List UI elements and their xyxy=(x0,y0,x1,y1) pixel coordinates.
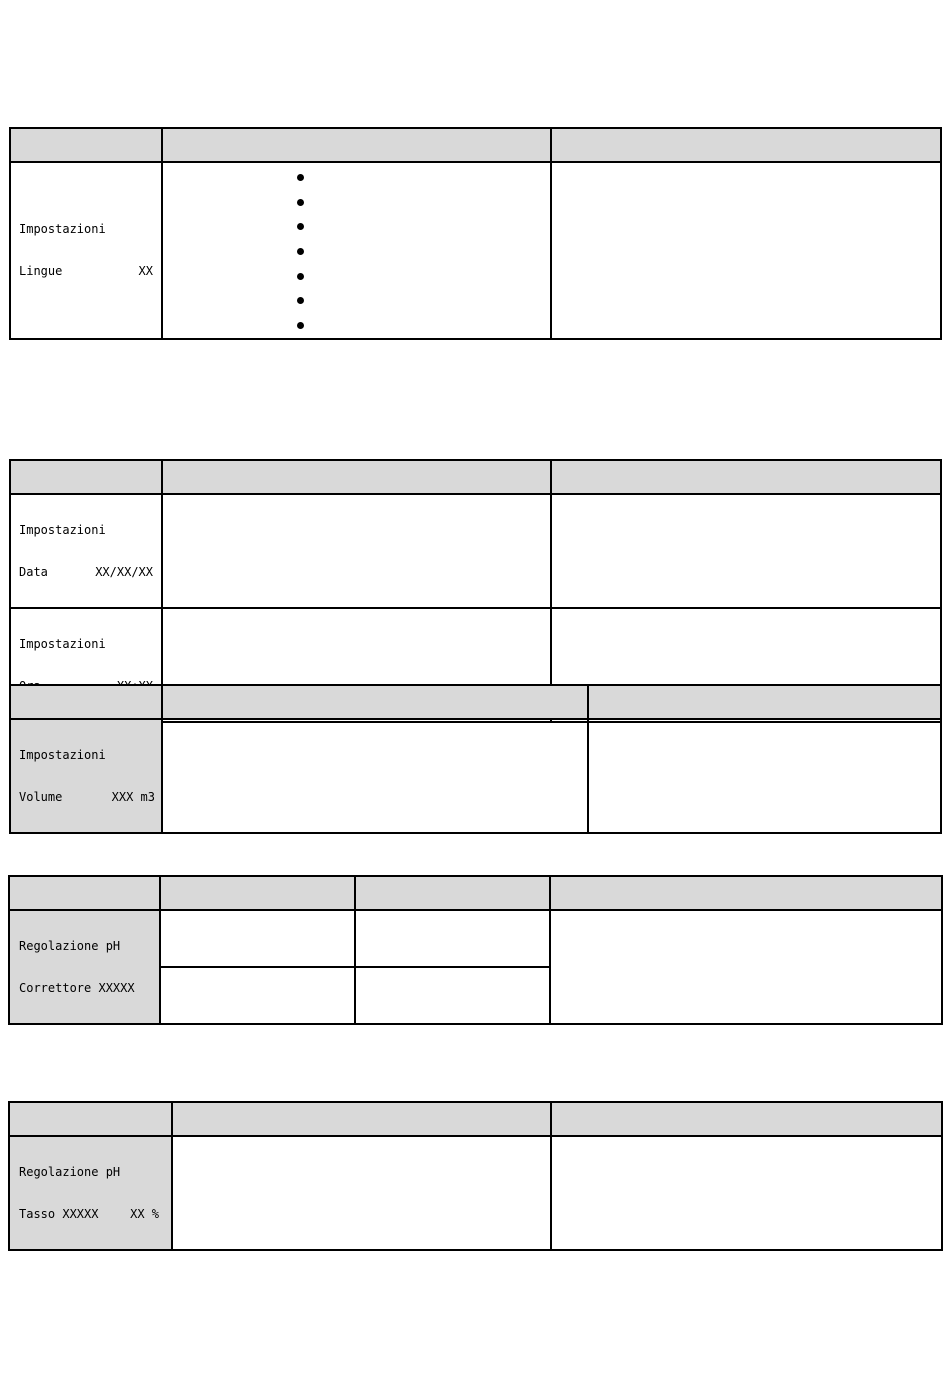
bullet-dot-icon xyxy=(297,248,304,255)
table-cell xyxy=(172,1136,551,1250)
table-lingue xyxy=(9,127,942,340)
bullet-item xyxy=(163,190,550,215)
header-cell xyxy=(551,1102,942,1136)
bullet-dot-icon xyxy=(297,297,304,304)
bullet-item xyxy=(163,313,550,338)
table-cell xyxy=(160,967,355,1024)
lcd-line-1: Impostazioni xyxy=(19,222,106,237)
header-cell xyxy=(355,876,550,910)
table-cell xyxy=(355,967,550,1024)
bullet-item xyxy=(163,288,550,313)
header-cell xyxy=(588,685,941,719)
header-cell xyxy=(10,685,162,719)
lcd-line-2: Correttore XXXXX xyxy=(19,981,135,995)
header-cell xyxy=(550,876,942,910)
lcd-display xyxy=(10,494,162,608)
table-cell xyxy=(162,719,588,833)
header-cell xyxy=(551,460,941,494)
lcd-label: Lingue xyxy=(19,264,63,279)
lcd-value: XX % xyxy=(130,1207,159,1221)
lcd-display xyxy=(10,162,162,339)
header-cell xyxy=(9,1102,172,1136)
language-list-cell xyxy=(162,162,551,339)
bullet-dot-icon xyxy=(297,223,304,230)
bullet-item xyxy=(163,165,550,190)
lcd-line-1: Regolazione pH xyxy=(19,939,121,953)
bullet-dot-icon xyxy=(297,322,304,329)
lcd-display xyxy=(9,1136,172,1250)
table-cell xyxy=(355,910,550,967)
header-cell xyxy=(551,128,941,162)
table-correttore xyxy=(8,875,943,1025)
lcd-line-1: Impostazioni xyxy=(19,523,106,537)
table-row xyxy=(10,162,941,339)
header-cell xyxy=(162,685,588,719)
header-cell xyxy=(10,128,162,162)
bullet-dot-icon xyxy=(297,199,304,206)
bullet-dot-icon xyxy=(297,273,304,280)
bullet-item xyxy=(163,264,550,289)
table-cell xyxy=(160,910,355,967)
lcd-value: XXX m3 xyxy=(111,790,155,804)
table-cell xyxy=(588,719,941,833)
header-cell xyxy=(160,876,355,910)
table-cell xyxy=(162,494,551,608)
lcd-line-1: Impostazioni xyxy=(19,748,106,762)
header-cell xyxy=(162,460,551,494)
header-cell xyxy=(172,1102,551,1136)
table-header-row xyxy=(9,876,942,910)
bullet-dot-icon xyxy=(297,174,304,181)
bullet-item xyxy=(163,239,550,264)
table-cell xyxy=(551,1136,942,1250)
table-volume xyxy=(9,684,942,834)
table-header-row xyxy=(9,1102,942,1136)
table-header-row xyxy=(10,460,941,494)
header-cell xyxy=(10,460,162,494)
table-row xyxy=(9,910,942,967)
lcd-display xyxy=(9,910,160,1024)
table-header-row xyxy=(10,128,941,162)
language-bullet-list xyxy=(163,165,550,338)
table-row xyxy=(9,1136,942,1250)
lcd-line-1: Regolazione pH xyxy=(19,1165,121,1179)
lcd-value: XX xyxy=(138,264,153,279)
table-header-row xyxy=(10,685,941,719)
lcd-line-1: Impostazioni xyxy=(19,637,106,651)
table-tasso xyxy=(8,1101,943,1251)
table-row xyxy=(10,494,941,608)
lcd-display xyxy=(10,719,162,833)
bullet-item xyxy=(163,214,550,239)
lcd-label: Data xyxy=(19,565,48,579)
lcd-value: XX/XX/XX xyxy=(95,565,153,579)
header-cell xyxy=(9,876,160,910)
table-cell xyxy=(550,910,942,1024)
lcd-label: Tasso XXXXX xyxy=(19,1207,99,1221)
description-cell xyxy=(551,162,941,339)
table-cell xyxy=(551,494,941,608)
header-cell xyxy=(162,128,551,162)
lcd-label: Volume xyxy=(19,790,63,804)
table-row xyxy=(10,719,941,833)
